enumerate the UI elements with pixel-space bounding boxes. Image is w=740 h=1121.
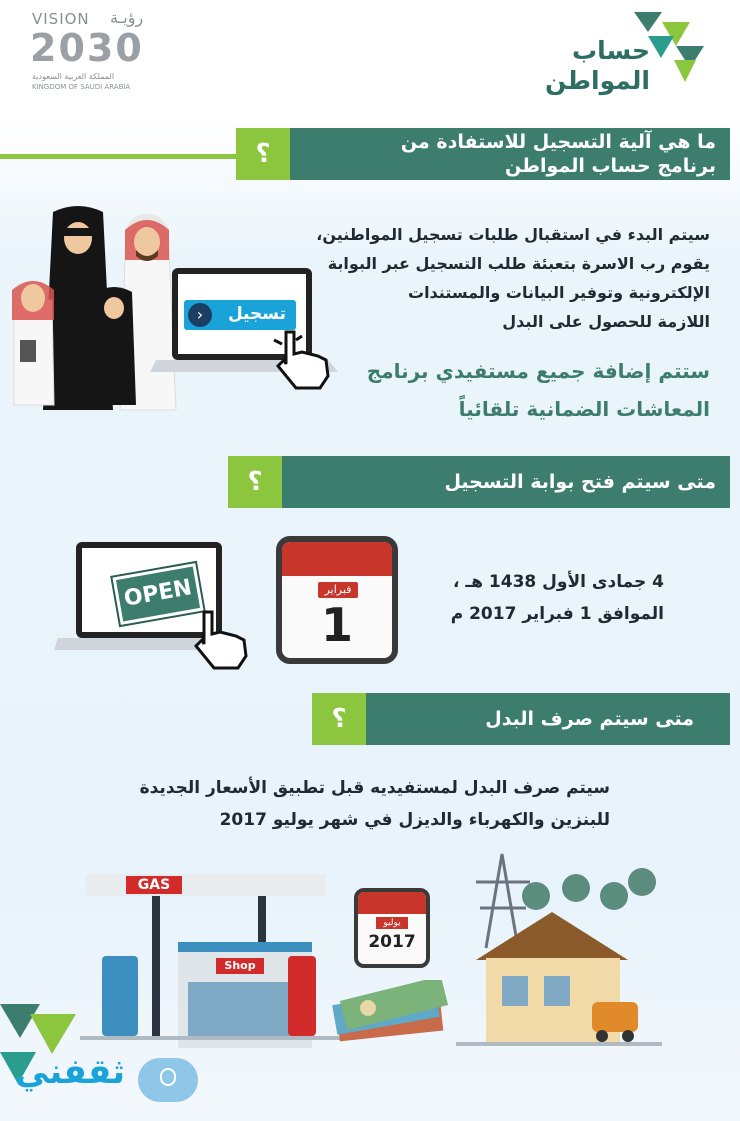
- section1-body-line: اللازمة للحصول على البدل: [502, 312, 710, 331]
- canopy-pillar: [152, 896, 160, 1038]
- section1-highlight-line2: المعاشات الضمانية تلقائياً: [458, 397, 710, 421]
- question-mark-icon: ؟: [228, 456, 282, 508]
- vision-year: 2030: [30, 26, 144, 70]
- fuel-pump: [288, 956, 316, 1036]
- house-power-illustration: [456, 852, 662, 1048]
- kingdom-english: KINGDOM OF SAUDI ARABIA: [32, 83, 131, 91]
- kingdom-arabic: المملكة العربية السعودية: [32, 72, 115, 81]
- section1-highlight-line1: ستتم إضافة جميع مستفيدي برنامج: [366, 359, 710, 383]
- program-name-line1: حساب: [572, 36, 650, 65]
- calendar-day: 1: [320, 598, 353, 652]
- gas-station-canopy: [86, 874, 326, 896]
- program-name-line2: المواطن: [544, 66, 650, 95]
- calendar-july: [354, 888, 430, 968]
- calendar-february: [276, 536, 398, 664]
- section1-title: [290, 128, 730, 180]
- question-mark-icon: ؟: [236, 128, 290, 180]
- section2-header: [228, 456, 730, 508]
- section3-body-line1: سيتم صرف البدل لمستفيديه قبل تطبيق الأسعار الجديدة: [139, 778, 610, 798]
- register-button-label: تسجيل: [227, 304, 286, 324]
- section1-title-line2: برنامج حساب المواطن: [505, 155, 716, 177]
- vision-arabic: رؤيـة: [110, 8, 144, 27]
- section2-title: متى سيتم فتح بوابة التسجيل: [282, 456, 730, 508]
- money-stack-illustration: [328, 980, 454, 1052]
- program-logo-text: [480, 36, 650, 96]
- pointer-hand-icon: [190, 606, 256, 672]
- calendar-header: [282, 542, 392, 576]
- ground-line: [80, 1036, 340, 1040]
- date-gregorian: الموافق 1 فبراير 2017 م: [450, 604, 664, 624]
- calendar-month-label: فبراير: [318, 582, 358, 598]
- date-hijri: 4 جمادى الأول 1438 هـ ،: [453, 572, 664, 592]
- section3-body-line2: للبنزين والكهرباء والديزل في شهر يوليو 2017: [219, 810, 610, 830]
- section1-body: [310, 220, 710, 336]
- section3-body: [130, 772, 610, 836]
- program-logo-icon: [634, 12, 704, 84]
- question-mark-icon: ؟: [312, 693, 366, 745]
- section1-body-line: يقوم رب الاسرة بتعبئة طلب التسجيل عبر البوابة: [327, 254, 710, 273]
- section1-accent-line: [0, 154, 240, 159]
- section2-date: [404, 566, 664, 630]
- open-sign: OPEN: [112, 563, 203, 625]
- calendar-header: [358, 892, 426, 914]
- chevron-right-icon: ›: [188, 303, 212, 327]
- calendar-month-label: يوليو: [376, 917, 408, 929]
- fuel-pump: [102, 956, 138, 1036]
- lightbulb-icon: [138, 1058, 198, 1102]
- section1-header: [236, 128, 730, 180]
- section1-body-line: الإلكترونية وتوفير البيانات والمستندات: [407, 283, 710, 302]
- vision-word: VISION: [32, 10, 90, 28]
- section1-highlight: [340, 352, 710, 428]
- vision-2030-logo: [30, 8, 160, 92]
- shop-sign: Shop: [216, 958, 264, 974]
- gas-sign: GAS: [126, 876, 182, 894]
- section1-body-line: سيتم البدء في استقبال طلبات تسجيل المواطنين،: [316, 225, 710, 244]
- shop-window: [188, 982, 302, 1038]
- section1-title-line1: ما هي آلية التسجيل للاستفادة من: [400, 131, 716, 153]
- footer-brand: ثقفني: [15, 1052, 125, 1092]
- section3-title: متى سيتم صرف البدل: [366, 693, 730, 745]
- section3-header: [312, 693, 730, 745]
- calendar-year: 2017: [368, 932, 416, 952]
